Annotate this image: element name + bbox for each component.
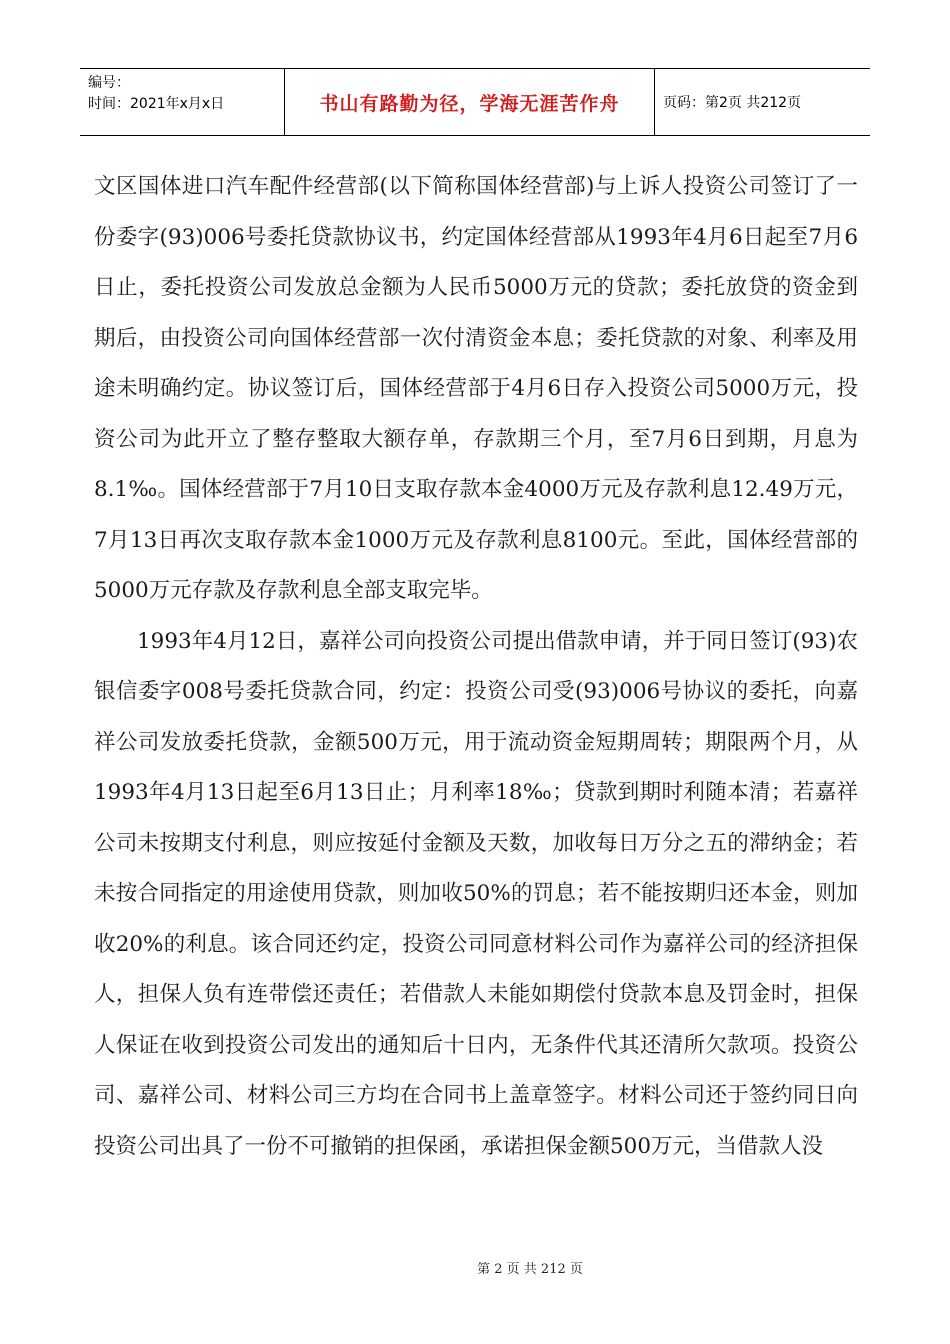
paragraph: 1993年4月12日，嘉祥公司向投资公司提出借款申请，并于同日签订(93)农银信委字008号委托贷款合同，约定：投资公司受(93)006号协议的委托，向嘉祥公司发放委托贷款，金额500万元，用于流动资金短期周转；期限两个月，从1993年4月13日起至6月13日止；月利率18‰；贷款到期时利随本清；若嘉祥公司未按期支付利息，则应按延付金额及天数，加收每日万分之五的滞纳金；若未按合同指定的用途使用贷款，则加收50%的罚息；若不能按期归还本金，则加收20%的利息。该合同还约定，投资公司同意材料公司作为嘉祥公司的经济担保人，担保人负有连带偿还责任；若借款人未能如期偿付贷款本息及罚金时，担保人保证在收到投资公司发出的通知后十日内，无条件代其还清所欠款项。投资公司、嘉祥公司、材料公司三方均在合同书上盖章签字。材料公司还于签约同日向投资公司出具了一份不可撤销的担保函，承诺担保金额500万元，当借款人没 bbox=[94, 628, 858, 1159]
header-slogan: 书山有路勤为径，学海无涯苦作舟 bbox=[285, 69, 655, 135]
header-meta bbox=[80, 69, 285, 135]
page-footer: 第 2 页 共 212 页 bbox=[477, 1262, 583, 1277]
paragraph-continued: 文区国体进口汽车配件经营部(以下简称国体经营部)与上诉人投资公司签订了一份委字(93)006号委托贷款协议书，约定国体经营部从1993年4月6日起至7月6日止，委托投资公司发放总金额为人民币5000万元的贷款；委托放贷的资金到期后，由投资公司向国体经营部一次付清资金本息；委托贷款的对象、利率及用途未明确约定。协议签订后，国体经营部于4月6日存入投资公司5000万元，投资公司为此开立了整存整取大额存单，存款期三个月，至7月6日到期，月息为8.1‰。国体经营部于7月10日支取存款本金4000万元及存款利息12.49万元，7月13日再次支取存款本金1000万元及存款利息8100元。至此，国体经营部的5000万元存款及存款利息全部支取完毕。 bbox=[94, 174, 858, 603]
document-number-label: 编号： bbox=[88, 75, 130, 91]
document-time-label: 时间：2021年x月x日 bbox=[88, 96, 225, 112]
document-body bbox=[94, 162, 858, 1172]
page-header bbox=[80, 68, 870, 136]
header-page-info: 页码：第2页 共212页 bbox=[663, 95, 802, 111]
